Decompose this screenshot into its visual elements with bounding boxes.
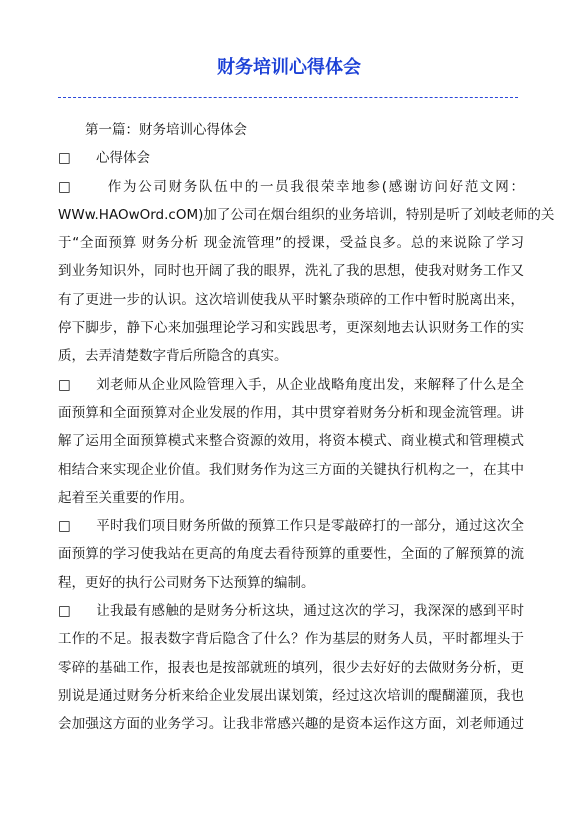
paragraph-text: 平时我们项目财务所做的预算工作只是零敲碎打的一部分，通过这次全	[96, 518, 524, 535]
paragraph-2-line-3: 解了运用全面预算模式来整合资源的效用，将资本模式、商业模式和管理模式	[58, 433, 524, 450]
paragraph-2-line-4: 相结合来实现企业价值。我们财务作为这三方面的关键执行机构之一，在其中	[58, 461, 524, 478]
paragraph-text: 让我最有感触的是财务分析这块，通过这次的学习，我深深的感到平时	[96, 603, 524, 620]
paragraph-1-line-7: 质，去弄清楚数字背后所隐含的真实。	[58, 348, 288, 365]
paragraph-1-line-4: 到业务知识外，同时也开阔了我的眼界，洗礼了我的思想，使我对财务工作又	[58, 263, 524, 280]
paragraph-text: 作为公司财务队伍中的一员我很荣幸地参(感谢访问好范文网：	[106, 178, 524, 195]
paragraph-3-line-2: 面预算的学习使我站在更高的角度去看待预算的重要性，全面的了解预算的流	[58, 546, 524, 563]
paragraph-1-line-5: 有了更进一步的认识。这次培训使我从平时繁杂琐碎的工作中暂时脱离出来，	[58, 291, 524, 308]
checkbox-bullet-icon: □	[58, 178, 71, 195]
paragraph-4-line-2: 工作的不足。报表数字背后隐含了什么？作为基层的财务人员，平时都埋头于	[58, 631, 524, 648]
paragraph-1-line-2: WWw.HAOwOrd.cOM)加了公司在烟台组织的业务培训，特别是听了刘岐老师的关	[58, 206, 555, 223]
document-title: 财务培训心得体会	[217, 57, 361, 78]
paragraph-1-line-6: 停下脚步，静下心来加强理论学习和实践思考，更深刻地去认识财务工作的实	[58, 320, 524, 337]
paragraph-4-line-3: 零碎的基础工作，报表也是按部就班的填列，很少去好好的去做财务分析，更	[58, 659, 524, 676]
paragraph-2-line-2: 面预算和全面预算对企业发展的作用，其中贯穿着财务分析和现金流管理。讲	[58, 404, 524, 421]
paragraph-2-line-1	[58, 371, 524, 399]
paragraph-1-line-3: 于“全面预算 财务分析 现金流管理”的授课，受益良多。总的来说除了学习	[58, 235, 524, 252]
paragraph-text: 刘老师从企业风险管理入手，从企业战略角度出发，来解释了什么是全	[96, 376, 524, 393]
paragraph-4-line-1	[58, 597, 524, 625]
paragraph-4-line-4: 别说是通过财务分析来给企业发展出谋划策，经过这次培训的醍醐灌顶，我也	[58, 687, 524, 704]
paragraph-3-line-1	[58, 512, 524, 540]
title-divider	[58, 97, 518, 98]
checkbox-bullet-icon: □	[58, 150, 71, 167]
checkbox-bullet-icon: □	[58, 518, 71, 535]
document-body	[58, 116, 555, 739]
checkbox-bullet-icon: □	[58, 376, 71, 393]
section-heading: 第一篇：财务培训心得体会	[85, 122, 247, 138]
subheading-text: 心得体会	[96, 150, 150, 167]
subheading-line	[58, 144, 524, 172]
paragraph-2-line-5: 起着至关重要的作用。	[58, 489, 193, 506]
checkbox-bullet-icon: □	[58, 603, 71, 620]
paragraph-1-line-1	[58, 173, 524, 201]
paragraph-3-line-3: 程，更好的执行公司财务下达预算的编制。	[58, 574, 315, 591]
paragraph-4-line-5: 会加强这方面的业务学习。让我非常感兴趣的是资本运作这方面，刘老师通过	[58, 716, 524, 733]
